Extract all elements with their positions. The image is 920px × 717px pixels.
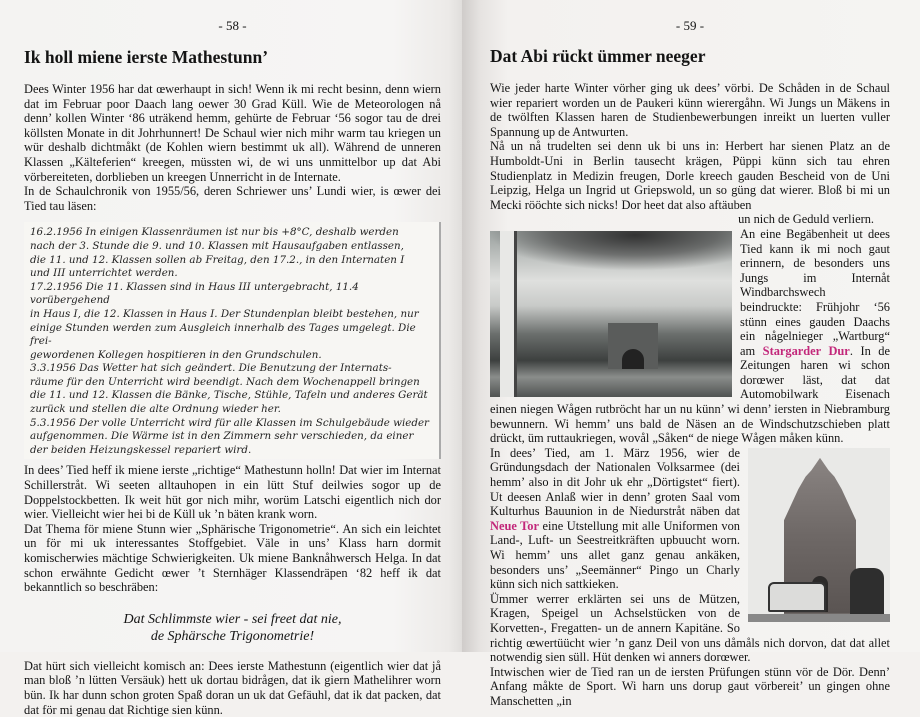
paragraph: Dat Thema för miene Stunn wier „Sphärische Trigonometrie“. An sich ein leichtet un för mi uk interessantes Stoffgebiet. Väle in uns’ Klass harn dormit komischerwies mächtige Schwierigkeiten. Uk miene Banknåhwersch Helga. In dat schon erwähnte Gedicht œwer ’t Sternhäger Klassendräpen ‘82 heff ik dat bekanntlich so beschräben: <box>24 521 441 595</box>
paragraph: Dat hürt sich vielleicht komisch an: Dees ierste Mathestunn (eigentlich wier dat jå man bloß ’n lütten Versäuk) hett uk dortau bidrågen, dat ik giern Mathelihrer worn bün. Ik har dunn schon groten Spaß doran un uk dat Gefäuhl, dat ik dat packen, dat dat för mi genau dat Richtige sien künn. <box>24 658 441 717</box>
photo-bus <box>768 582 826 612</box>
page-number: - 58 - <box>218 18 247 33</box>
chronicle-line: 16.2.1956 In einigen Klassenräumen ist nur bis +8°C, deshalb werden <box>30 226 399 239</box>
chronicle-line: aufgenommen. Die Wärme ist in den Zimmern sehr verschieden, da einer <box>30 430 414 443</box>
chronicle-line: zurück und stellen die alte Ordnung wieder her. <box>30 403 281 416</box>
chronicle-line: 3.3.1956 Das Wetter hat sich geändert. Die Benutzung der Internats- <box>30 362 392 375</box>
paragraph: Ümmer werrer erklärten sei uns de Mützen, Kragen, Speigel un Achselstücken von de Korvetten-, Fregatten- un de annern Kapitäne. So richtig œwertüücht wier ’n ganz Deil von uns dåmåls nich dorvon, dat dat allet notwendig sien süll. Hüt denken wi anners dorœwer. <box>490 591 890 665</box>
poem-quote <box>24 611 441 645</box>
paragraph: Dees Winter 1956 har dat œwerhaupt in sich! Wenn ik mi recht besinn, denn wiern dat im Februar poor Daach lang oewer 30 Grad Küll. Wie de Meteorologen nå denn’ kollen Winter ‘86 uträkend hemm, gehürte de Februar ‘56 sogor tau de drei köllsten Monate in dit Johrhunnert! De Schaul wier nich mihr warm tau kriegen un wür deshalb dichtmåkt (de Kohlen wiern bestimmt uk all). Während de unneren Klassen „Kälteferien“ kreegen, müssten wi, de wi uns unmittelbor up dat Abi vörbereiteten, dorblieben un kreegen Unnerricht in de Internate. <box>24 82 441 184</box>
photo-ground <box>748 614 890 622</box>
photo-tree-canopy <box>490 231 732 271</box>
chronicle-line: 17.2.1956 Die 11. Klassen sind in Haus III untergebracht, 11.4 vorübergehend <box>30 280 359 307</box>
poem-line: Dat Schlimmste wier - sei freet dat nie, <box>123 611 342 627</box>
photo-stargarder-tor-park <box>490 231 732 397</box>
handwritten-chronicle-excerpt <box>24 222 441 459</box>
photo-gate-arch <box>622 349 644 369</box>
chronicle-line: gewordenen Kollegen hospitieren in den Grundschulen. <box>30 348 322 361</box>
text: eine Utstellung mit alle Uniformen von Land-, Luft- un Seestreitkräften upbuucht worn. Wi hemm’ uns allet ganz genau ankäken, besonders uns’ „Seemänner“ Pingo un Charly künn sich nich sattkieken. <box>490 518 740 592</box>
chronicle-line: räume für den Unterricht wird beendigt. Nach dem Wochenappell bringen <box>30 375 420 388</box>
chronicle-line: in Haus I, die 12. Klassen in Haus I. Der Stundenplan bleibt bestehen, nur <box>30 307 419 320</box>
chronicle-line: nach der 3. Stunde die 9. und 10. Klassen mit Hausaufgaben entlassen, <box>30 239 404 252</box>
highlight-stargarder-dur: Stargarder Dur <box>762 343 850 358</box>
paragraph: In de Schaulchronik von 1955/56, deren Schriewer uns’ Lundi wier, is œwer dei Tied tau läsen: <box>24 184 441 213</box>
chronicle-line: der beiden Heizungskessel repariert wird. <box>30 443 252 456</box>
chronicle-line: einige Stunden werden zum Ausgleich innerhalb des Tages umgelegt. Die frei- <box>30 321 416 348</box>
paragraph: In dees’ Tied heff ik miene ierste „richtige“ Mathestunn holln! Dat wier im Internat Schillerstråt. Wi seeten alltauhopen in ein lütt Stuf deilwies sogor up de Doppelstockbetten. Ik weit hüt gor nich mihr, worüm Latschi eigentlich nich dor wier. Vielleicht wier hei bi de Küll uk ’n bäten krank worn. <box>24 463 441 522</box>
chronicle-line: 5.3.1956 Der volle Unterricht wird für alle Klassen im Schulgebäude wieder <box>30 416 429 429</box>
chronicle-line: und III unterrichtet werden. <box>30 267 178 280</box>
photo-people <box>850 568 884 618</box>
chronicle-line: die 11. und 12. Klassen die Bänke, Tische, Stühle, Tafeln und anderes Gerät <box>30 389 428 402</box>
poem-line: de Sphärsche Trigonometrie! <box>150 628 315 644</box>
text: An eine Begäbenheit ut dees Tied kann ik mi noch gaut erinnern, de besonders uns Jungs im Internåt Windbarchswech beindruckte: Frühjohr ‘56 stünn eines gauden Daachs ein någelnieger „Wartburg“ am <box>740 226 890 358</box>
paragraph: un nich de Geduld verliern. <box>738 212 874 227</box>
page-number: - 59 - <box>675 18 705 33</box>
text: . In de Zeitungen haren wi schon dorœwer läst, dat dat Automobilwark Eisenach einen niegen Wågen rutbröcht har un nu künn’ wi denn’ iersten in Niebramburg bewunnern. Wi hemm’ uns bald de Näsen an de Windschutzschieben platt drückt, üm ruttaukriegen, wovål „Såken“ de niege Wågen måken künn. <box>490 343 890 446</box>
photo-birch-trunk <box>500 231 517 397</box>
chronicle-line: die 11. und 12. Klassen sollen ab Freitag, den 17.2., in den Internaten I <box>30 253 405 266</box>
right-page <box>462 0 920 708</box>
text: In dees’ Tied, am 1. März 1956, wier de Gründungsdach der Nationalen Volksarmee (dei hemm’ also in dit Johr uk ehr „Dörtigstet“ fiert). Ut deesen Anlaß wier in denn’ groten Saal vom Kulturhus Bauunion in de Niedurstråt näben dat <box>490 445 740 519</box>
chapter-title: Dat Abi rückt ümmer neeger <box>490 46 706 66</box>
chapter-title: Ik holl miene ierste Mathestunn’ <box>24 47 269 67</box>
paragraph: Wie jeder harte Winter vörher ging uk dees’ vörbi. De Schåden in de Schaul wier repariert worden un de Paukeri künn wierergåhn. Wi Jungs un Mäkens in de twölften Klassen haren de Studienbewerbungen inreikt un luerten vuller Spannung up de Antwurten. <box>490 81 890 139</box>
paragraph: Intwischen wier de Tied ran un de iersten Prüfungen stünn vör de Dör. Denn’ Anfang måkte de Sport. Wi harn uns dorup gaut vörbereit’ un gingen ohne Manschetten „in <box>490 664 890 708</box>
paragraph: Nå un nå trudelten sei denn uk bi uns in: Herbert har sienen Platz an de Humboldt-Uni in Berlin tausecht krägen, Püppi künn sich tau ehren Studienplatz in Medizin freugen, Dorle kreech gauden Bescheid von de Uni Leipzig, Helga un Ingrid ut Griepswold, un so güng dat wierer. Bloß bi mi un Mecki rööchte sich nicks! Dor heet dat also aftäuben <box>490 139 890 212</box>
highlight-neue-tor: Neue Tor <box>490 518 539 533</box>
photo-neues-tor <box>748 448 890 622</box>
